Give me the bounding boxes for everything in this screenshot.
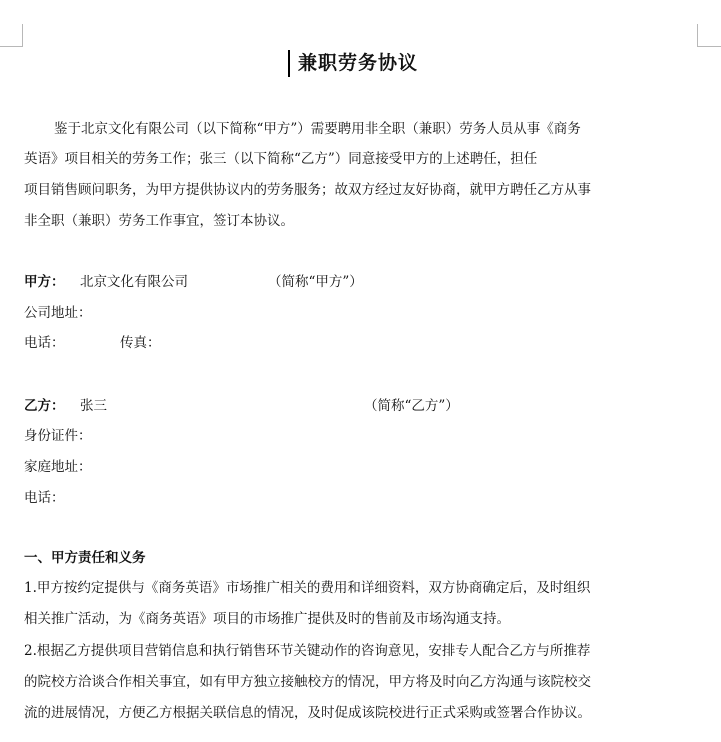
party-a-fax-label: 传真： xyxy=(120,335,161,351)
party-a-alias: （简称“甲方”） xyxy=(268,274,363,290)
party-b-id-label: 身份证件： xyxy=(24,428,92,444)
crop-mark-top-left-vertical xyxy=(22,24,23,47)
intro-line-2[interactable]: 英语》项目相关的劳务工作；张三（以下简称“乙方”）同意接受甲方的上述聘任，担任 xyxy=(24,151,538,167)
party-a-label: 甲方： xyxy=(24,274,65,290)
text-cursor xyxy=(288,50,290,77)
crop-mark-top-left xyxy=(0,46,22,47)
section-1-line-1[interactable]: 1.甲方按约定提供与《商务英语》市场推广相关的费用和详细资料，双方协商确定后，及时组织 xyxy=(24,580,591,596)
document-title[interactable]: 兼职劳务协议 xyxy=(298,52,419,74)
party-a-phone-label: 电话： xyxy=(24,335,65,351)
party-b-phone-label: 电话： xyxy=(24,490,65,506)
intro-line-4[interactable]: 非全职（兼职）劳务工作事宜，签订本协议。 xyxy=(24,213,294,229)
party-b-alias: （简称“乙方”） xyxy=(364,398,459,414)
section-1-line-2[interactable]: 相关推广活动，为《商务英语》项目的市场推广提供及时的售前及市场沟通支持。 xyxy=(24,611,510,627)
party-a-address-label: 公司地址： xyxy=(24,305,92,321)
party-b-home-label: 家庭地址： xyxy=(24,459,92,475)
section-1-heading[interactable]: 一、甲方责任和义务 xyxy=(24,550,146,566)
intro-line-1[interactable]: 鉴于北京文化有限公司（以下简称“甲方”）需要聘用非全职（兼职）劳务人员从事《商务 xyxy=(54,121,581,137)
intro-line-3[interactable]: 项目销售顾问职务，为甲方提供协议内的劳务服务；故双方经过友好协商，就甲方聘任乙方从事 xyxy=(24,182,591,198)
party-b-name[interactable]: 张三 xyxy=(80,398,107,414)
section-1-line-3[interactable]: 2.根据乙方提供项目营销信息和执行销售环节关键动作的咨询意见，安排专人配合乙方与所推荐 xyxy=(24,643,591,659)
crop-mark-top-right xyxy=(697,46,721,47)
crop-mark-top-right-vertical xyxy=(697,24,698,47)
party-b-label: 乙方： xyxy=(24,398,65,414)
party-a-name[interactable]: 北京文化有限公司 xyxy=(80,274,188,290)
section-1-line-5[interactable]: 流的进展情况，方便乙方根据关联信息的情况，及时促成该院校进行正式采购或签署合作协议。 xyxy=(24,705,591,721)
section-1-line-4[interactable]: 的院校方洽谈合作相关事宜，如有甲方独立接触校方的情况，甲方将及时向乙方沟通与该院校交 xyxy=(24,674,591,690)
